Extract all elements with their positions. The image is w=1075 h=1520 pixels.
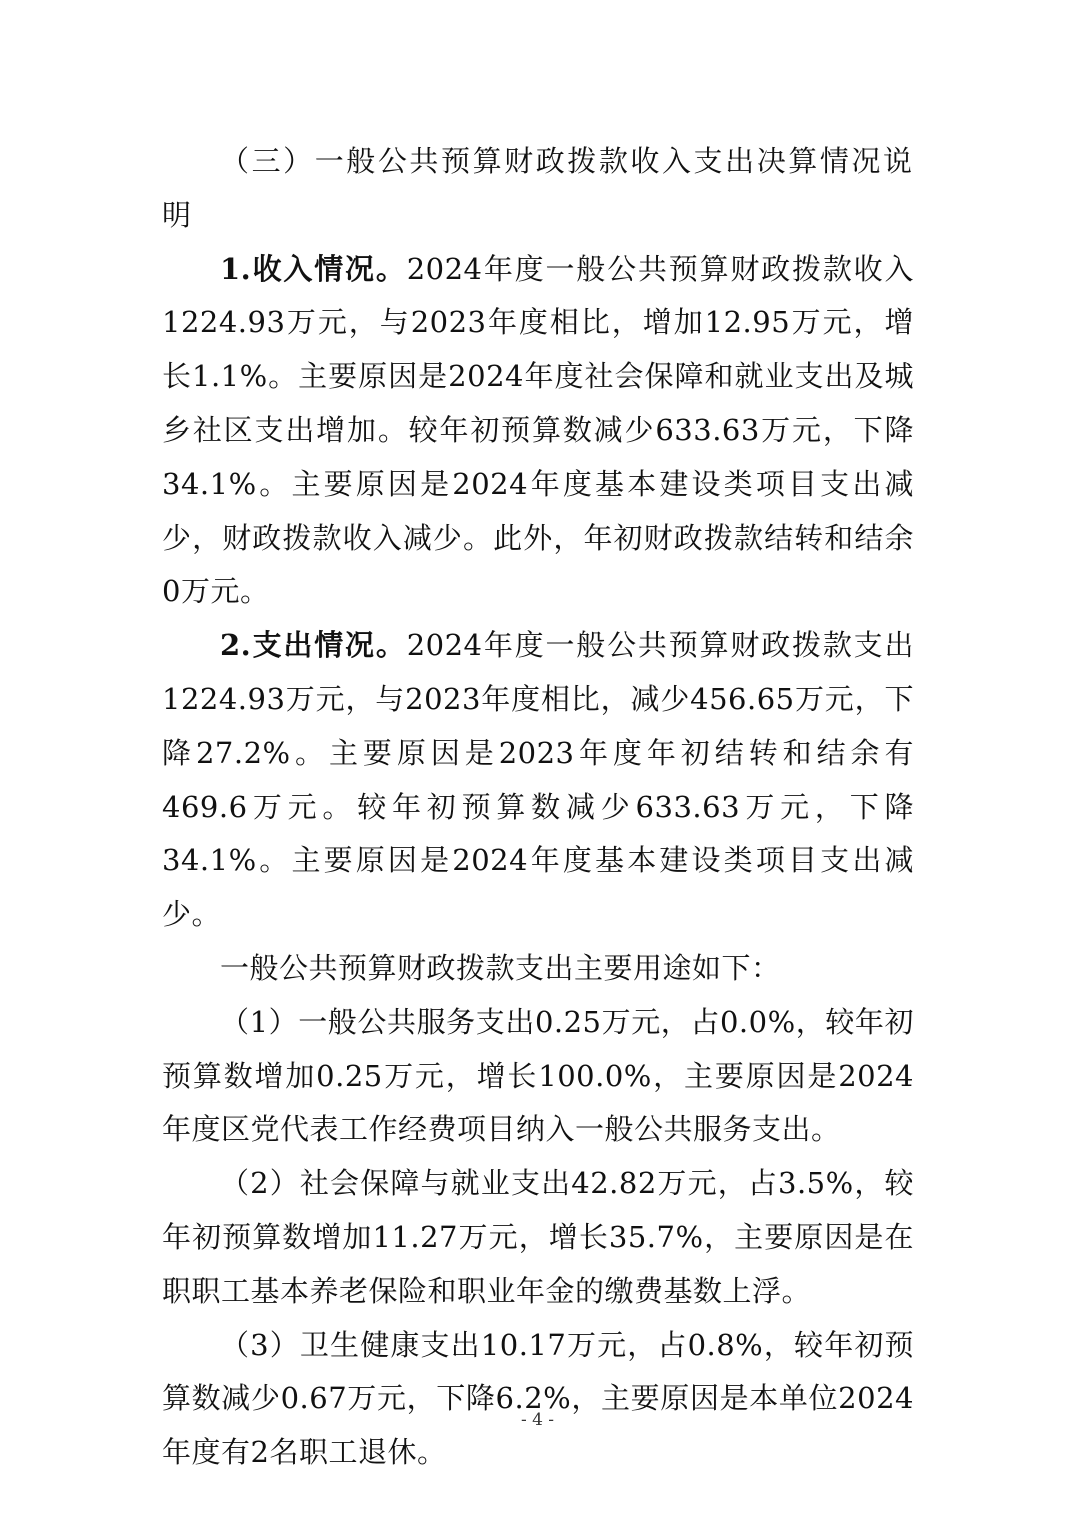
document-body bbox=[162, 135, 914, 1480]
expenditure-item-2: （2）社会保障与就业支出42.82万元，占3.5%，较年初预算数增加11.27万元，增长35.7%，主要原因是在职职工基本养老保险和职业年金的缴费基数上浮。 bbox=[162, 1166, 914, 1308]
expenditure-item-1: （1）一般公共服务支出0.25万元，占0.0%，较年初预算数增加0.25万元，增长100.0%，主要原因是2024年度区党代表工作经费项目纳入一般公共服务支出。 bbox=[162, 1004, 914, 1147]
expenditure-text: 2024年度一般公共预算财政拨款支出1224.93万元，与2023年度相比，减少456.65万元，下降27.2%。主要原因是2023年度年初结转和结余有469.6万元。较年初预算数减少633.63万元，下降34.1%。主要原因是2024年度基本建设类项目支出减少。 bbox=[162, 628, 914, 932]
income-text: 2024年度一般公共预算财政拨款收入1224.93万元，与2023年度相比，增加12.95万元，增长1.1%。主要原因是2024年度社会保障和就业支出及城乡社区支出增加。较年初预算数减少633.63万元，下降34.1%。主要原因是2024年度基本建设类项目支出减少，财政拨款收入减少。此外，年初财政拨款结转和结余0万元。 bbox=[162, 251, 914, 609]
income-paragraph bbox=[162, 243, 914, 620]
uses-intro: 一般公共预算财政拨款支出主要用途如下： bbox=[220, 950, 781, 985]
expenditure-item-3: （3）卫生健康支出10.17万元，占0.8%，较年初预算数减少0.67万元，下降6.2%，主要原因是本单位2024年度有2名职工退休。 bbox=[162, 1327, 914, 1470]
income-lead: 1.收入情况。 bbox=[220, 251, 407, 286]
expenditure-paragraph bbox=[162, 619, 914, 942]
page-number: - 4 - bbox=[520, 1410, 555, 1430]
section-heading: （三）一般公共预算财政拨款收入支出决算情况说明 bbox=[162, 144, 914, 232]
expenditure-lead: 2.支出情况。 bbox=[220, 628, 407, 663]
